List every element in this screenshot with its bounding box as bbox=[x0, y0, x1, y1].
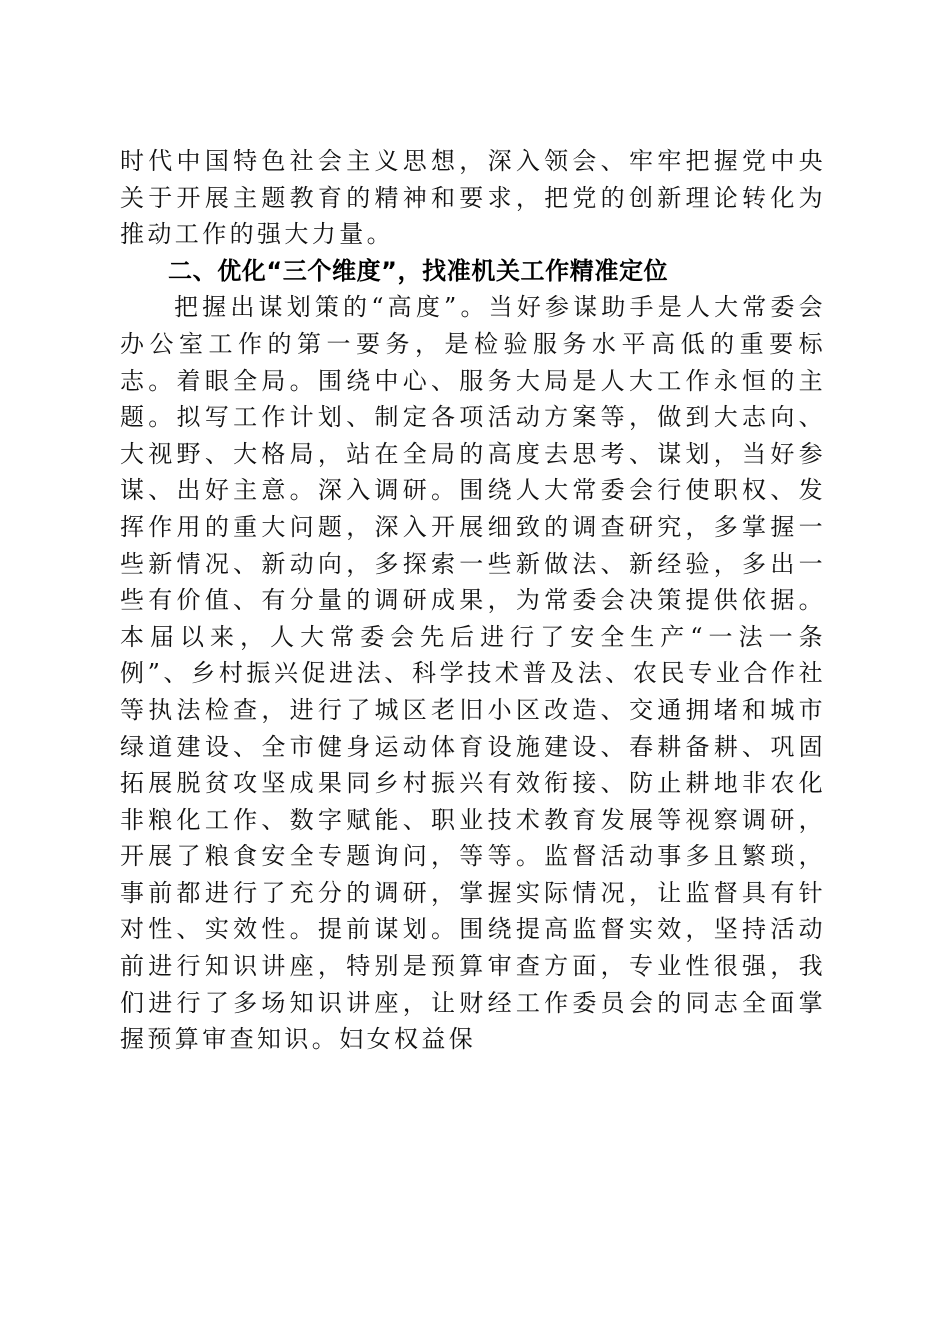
body-paragraph: 把握出谋划策的“高度”。当好参谋助手是人大常委会办公室工作的第一要务，是检验服务水平高低的重要标志。着眼全局。围绕中心、服务大局是人大工作永恒的主题。拟写工作计划、制定各项活动方案等，做到大志向、大视野、大格局，站在全局的高度去思考、谋划，当好参谋、出好主意。深入调研。围绕人大常委会行使职权、发挥作用的重大问题，深入开展细致的调查研究，多掌握一些新情况、新动向，多探索一些新做法、新经验，多出一些有价值、有分量的调研成果，为常委会决策提供依据。本届以来，人大常委会先后进行了安全生产“一法一条例”、乡村振兴促进法、科学技术普及法、农民专业合作社等执法检查，进行了城区老旧小区改造、交通拥堵和城市绿道建设、全市健身运动体育设施建设、春耕备耕、巩固拓展脱贫攻坚成果同乡村振兴有效衔接、防止耕地非农化非粮化工作、数字赋能、职业技术教育发展等视察调研，开展了粮食安全专题询问，等等。监督活动事多且繁琐，事前都进行了充分的调研，掌握实际情况，让监督具有针对性、实效性。提前谋划。围绕提高监督实效，坚持活动前进行知识讲座，特别是预算审查方面，专业性很强，我们进行了多场知识讲座，让财经工作委员会的同志全面掌握预算审查知识。妇女权益保 bbox=[120, 293, 826, 1054]
document-body bbox=[120, 143, 826, 1058]
paragraph-continued: 时代中国特色社会主义思想，深入领会、牢牢把握党中央关于开展主题教育的精神和要求，把党的创新理论转化为推动工作的强大力量。 bbox=[120, 147, 826, 249]
section-heading: 二、优化“三个维度”，找准机关工作精准定位 bbox=[168, 256, 669, 285]
